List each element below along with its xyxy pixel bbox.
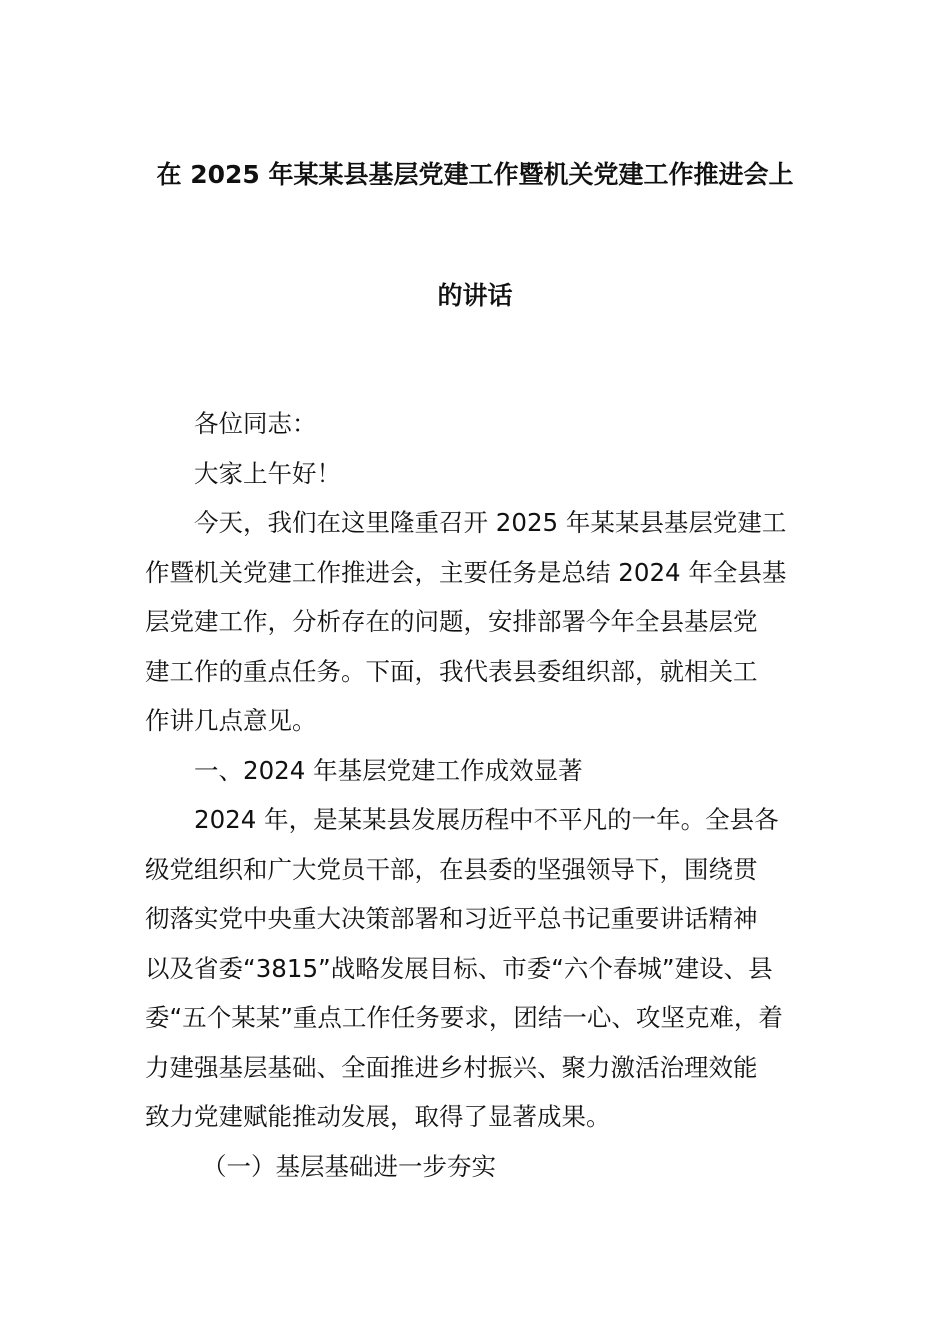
body-line: 今天，我们在这里隆重召开 2025 年某某县基层党建工 — [194, 508, 787, 537]
document-title-line-2: 的讲话 — [437, 281, 513, 310]
body-line: 2024 年，是某某县发展历程中不平凡的一年。全县各 — [194, 805, 779, 834]
body-line: 作暨机关党建工作推进会，主要任务是总结 2024 年全县基 — [145, 557, 787, 587]
document-title-line-1: 在 2025 年某某县基层党建工作暨机关党建工作推进会上 — [156, 160, 794, 189]
body-line: 级党组织和广大党员干部，在县委的坚强领导下，围绕贯 — [145, 854, 758, 884]
body-line: 作讲几点意见。 — [145, 706, 317, 735]
body-line: 彻落实党中央重大决策部署和习近平总书记重要讲话精神 — [145, 904, 758, 933]
body-line: 致力党建赋能推动发展，取得了显著成果。 — [145, 1102, 611, 1131]
section-heading: 一、2024 年基层党建工作成效显著 — [194, 755, 583, 785]
body-line: 层党建工作，分析存在的问题，安排部署今年全县基层党 — [145, 607, 758, 636]
document-body — [145, 399, 807, 1191]
salutation: 各位同志： — [194, 409, 317, 438]
body-line: 建工作的重点任务。下面，我代表县委组织部，就相关工 — [145, 656, 758, 686]
body-line: 力建强基层基础、全面推进乡村振兴、聚力激活治理效能 — [145, 1052, 758, 1082]
greeting: 大家上午好！ — [194, 458, 341, 488]
body-line: 委“五个某某”重点工作任务要求，团结一心、攻坚克难，着 — [145, 1003, 783, 1032]
subsection-heading: （一）基层基础进一步夯实 — [202, 1151, 496, 1181]
body-line: 以及省委“3815”战略发展目标、市委“六个春城”建设、县 — [145, 953, 773, 983]
